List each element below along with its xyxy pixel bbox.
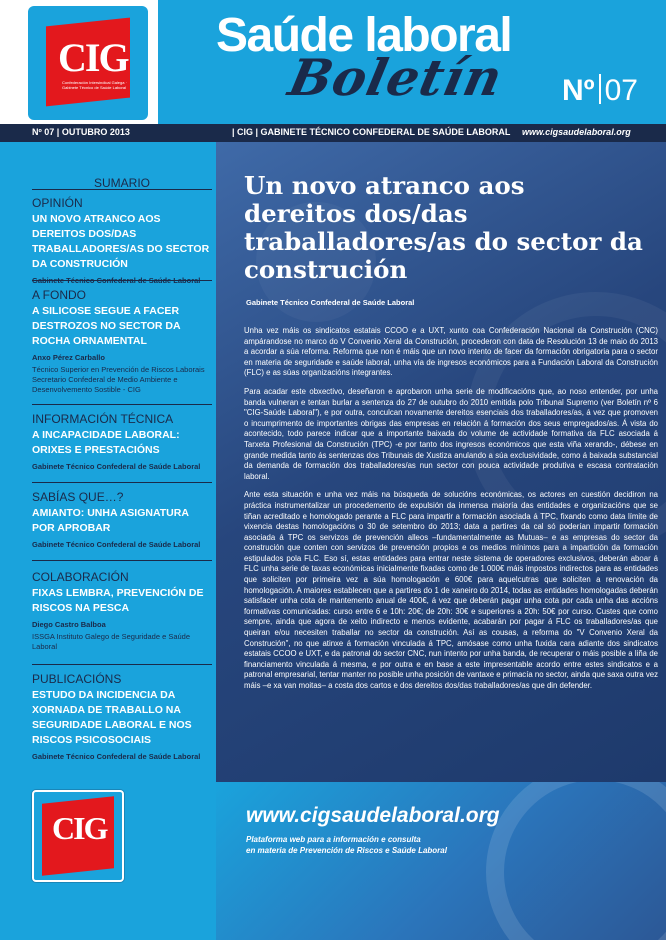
issue-date: Nº 07 | OUTUBRO 2013: [32, 127, 130, 137]
section-head: SABÍAS QUE…?: [32, 490, 124, 504]
footer-tagline: [246, 834, 546, 856]
section-author-role: ISSGA Instituto Galego de Seguridade e Saúde Laboral: [32, 632, 191, 651]
footer-cig-logo: [32, 790, 124, 882]
article-headline: Un novo atranco aos dereitos dos/das traballadores/as do sector da construción: [244, 171, 643, 284]
section-author: Gabinete Técnico Confederal de Saúde Laboral: [32, 540, 201, 549]
article-body: [244, 326, 658, 700]
section-author: Gabinete Técnico Confederal de Saúde Laboral: [32, 752, 201, 761]
info-strip: [0, 124, 666, 142]
footer-logo-text: CIG: [52, 810, 107, 846]
sumario-section-opinion[interactable]: [32, 196, 212, 286]
main-article: [216, 142, 666, 782]
issue-number-value: 07: [604, 74, 638, 107]
section-divider: [32, 280, 212, 281]
strip-url-link[interactable]: www.cigsaudelaboral.org: [522, 127, 631, 137]
section-title: FIXAS LEMBRA, PREVENCIÓN DE RISCOS NA PESCA: [32, 587, 204, 614]
sumario-section-sabias-que[interactable]: [32, 490, 212, 550]
section-head: OPINIÓN: [32, 196, 83, 210]
sumario-section-colaboracion[interactable]: [32, 570, 212, 652]
publication-title: Saúde laboral: [216, 9, 512, 62]
article-paragraph: Ante esta situación e unha vez máis na búsqueda de solucións económicas, os actores en cuestión decidiron na práctica instrumentalizar un procedemento de expulsión da inmensa maioría das entidades e organizacións que se tiñan acreditado e homologado perante a FLC para impartir a formación asociada á TPC, fixando como data límite de vixencia destas homologacións o 30 de setembro do 2013; data a partires da cal só poderían impartir formación asociada á TPC os servizos de prevención alleos –fundamentalmente as Mutuas– e as empresas do sector da construción que conten con servizos de prevención propios e os medios mínimos para a impartición da formación estipulados pola FLC. Eso sí, estas entidades para entrar neste sistema de operadores exclusivos, deberán aboar á FLC unha serie de taxas económicas inicialmente fixadas como de 1.000€ máis impostos indirectos para as entidades que soliciten por primeira vez a súa homologación e 600€ para aquelcutras que soliciten a renovación da homologación. A maiores establecen que a partires do 1 de xaneiro do 2014, todas as entidades homologadas deberán satisfacer unha cota de mantemento anual de 400€, á vez que deberán pagar unha cota por cada unha das accións formativas comunicadas: curso entre 6 e 10h: 20€; de 20h: 30€ e superiores a 20h: 50€ por curso. Custes que como sempre, ainda que agora de xeito indirecto e menos evidente, acabarán por pagar á FLC os traballadores/as que queiran e/ou necesiten traballar no sector da construción. Así as cousas, a reforma do "V Convenio Xeral da Construción", no que atinxe á formación vinculada á TPC, amósase como unha fuxida cara adiante dos sindicatos estatais CCOO e UXT, e da patronal do sector CNC, nun intento por unha banda, de recuperar o máis posible a liña de financiamento vinculada á mesma, e por outra e en base a este impresentable acordo entre estes sindicatos e a patronal empresarial, tentar manter no posible unha posición de vantaxe e primacía no sector, ainda que saxa outra vez máis –e xa van moitas– a costa dos cartos e dos dereitos dos/das traballadores/as que din defender.: [244, 490, 658, 690]
publication-subtitle: Boletín: [283, 48, 509, 107]
footer-tagline-line: Plataforma web para a información e consulta: [246, 835, 421, 844]
section-author-role: Técnico Superior en Prevención de Riscos Laborais Secretario Confederal de Medio Ambiente e Desenvolvemento Sostible - CIG: [32, 365, 205, 394]
article-author: Gabinete Técnico Confederal de Saúde Laboral: [246, 298, 415, 307]
footer-tagline-line: en materia de Prevención de Riscos e Saúde Laboral: [246, 846, 447, 855]
section-title: A SILICOSE SEGUE A FACER DESTROZOS NO SECTOR DA ROCHA ORNAMENTAL: [32, 305, 181, 347]
section-divider: [32, 664, 212, 665]
organization-name: | CIG | GABINETE TÉCNICO CONFEDERAL DE SAÚDE LABORAL: [232, 127, 511, 137]
section-head: INFORMACIÓN TÉCNICA: [32, 412, 174, 426]
section-author: Diego Castro Balboa: [32, 620, 106, 629]
article-paragraph: Unha vez máis os sindicatos estatais CCOO e a UXT, xunto coa Confederación Nacional da Construción (CNC) ampárandose no marco do V Convenio Xeral da Construción, procederon con data de Resolución 13 de maio do 2013 a acordar a súa reforma. Reforma que non é máis que un novo intento de facer da formación obrigatoria para o sector en materia de seguridade e saúde laboral, unha vía de ingresos económicos para a Fundación Laboral da Construción (FLC) e as súas organizacións integrantes.: [244, 326, 658, 378]
section-head: A FONDO: [32, 288, 87, 302]
section-title: A INCAPACIDADE LABORAL: ORIXES E PRESTACIÓNS: [32, 429, 180, 456]
footer-url-link[interactable]: www.cigsaudelaboral.org: [246, 804, 500, 827]
logo-small-text: Confederación Intersindical Galega · Gabinete Técnico de Saúde Laboral: [62, 80, 127, 90]
issue-number-prefix: Nº: [562, 74, 595, 107]
section-author: Gabinete Técnico Confederal de Saúde Laboral: [32, 462, 201, 471]
section-author: Anxo Pérez Carballo: [32, 353, 105, 362]
section-title: UN NOVO ATRANCO AOS DEREITOS DOS/DAS TRABALLADORES/AS DO SECTOR DA CONSTRUCIÓN: [32, 213, 210, 270]
issue-number: [562, 74, 638, 108]
section-head: PUBLICACIÓNS: [32, 672, 122, 686]
sumario-section-a-fondo[interactable]: [32, 288, 212, 395]
sumario-title: SUMARIO: [32, 176, 212, 190]
footer: [0, 782, 666, 940]
section-head: COLABORACIÓN: [32, 570, 129, 584]
section-divider: [32, 482, 212, 483]
section-divider: [32, 404, 212, 405]
article-paragraph: Para acadar este obxectivo, deseñaron e aprobaron unha serie de modificacións que, ao noso entender, por unha banda vulneran e tentan burlar a sentenza do 27 de outubro do 2010 emitida polo Tribunal Supremo (ver Boletín nº 6 "CIG-Saúde Laboral"), e por outra, conculcan novamente dereitos esenciais dos traballadores/as, á vez que promoven o incumprimento de importantes obrigas das empresas en relación á formación dos seus empregados/as. Á vista do acontecido, todo parece indicar que a importante baixada do volume de actividade formativa da FLC asociada á Tarxeta Profesional da Construción (TPC) -e por tanto dos ingresos económicos que esta viña xerando-, débese en grande medida tanto ás sentenzas dos Tribunais de Xustiza anulando a súa exclusividade, como á baixada substancial da demanda de formación dos traballadores/as nun sector con pouca actividade produtiva e escasa contratación laboral.: [244, 386, 658, 481]
logo-text: CIG: [58, 35, 128, 80]
section-title: AMIANTO: UNHA ASIGNATURA POR APROBAR: [32, 507, 189, 534]
section-title: ESTUDO DA INCIDENCIA DA XORNADA DE TRABALLO NA SEGURIDADE LABORAL E NOS RISCOS PSICOSOCIAIS: [32, 689, 192, 746]
sumario-section-informacion-tecnica[interactable]: [32, 412, 212, 472]
title-banner: [158, 0, 666, 124]
masthead: [0, 0, 666, 124]
sumario-section-publicacions[interactable]: [32, 672, 212, 762]
section-divider: [32, 560, 212, 561]
cig-logo: [28, 6, 148, 120]
section-author: [32, 276, 212, 286]
